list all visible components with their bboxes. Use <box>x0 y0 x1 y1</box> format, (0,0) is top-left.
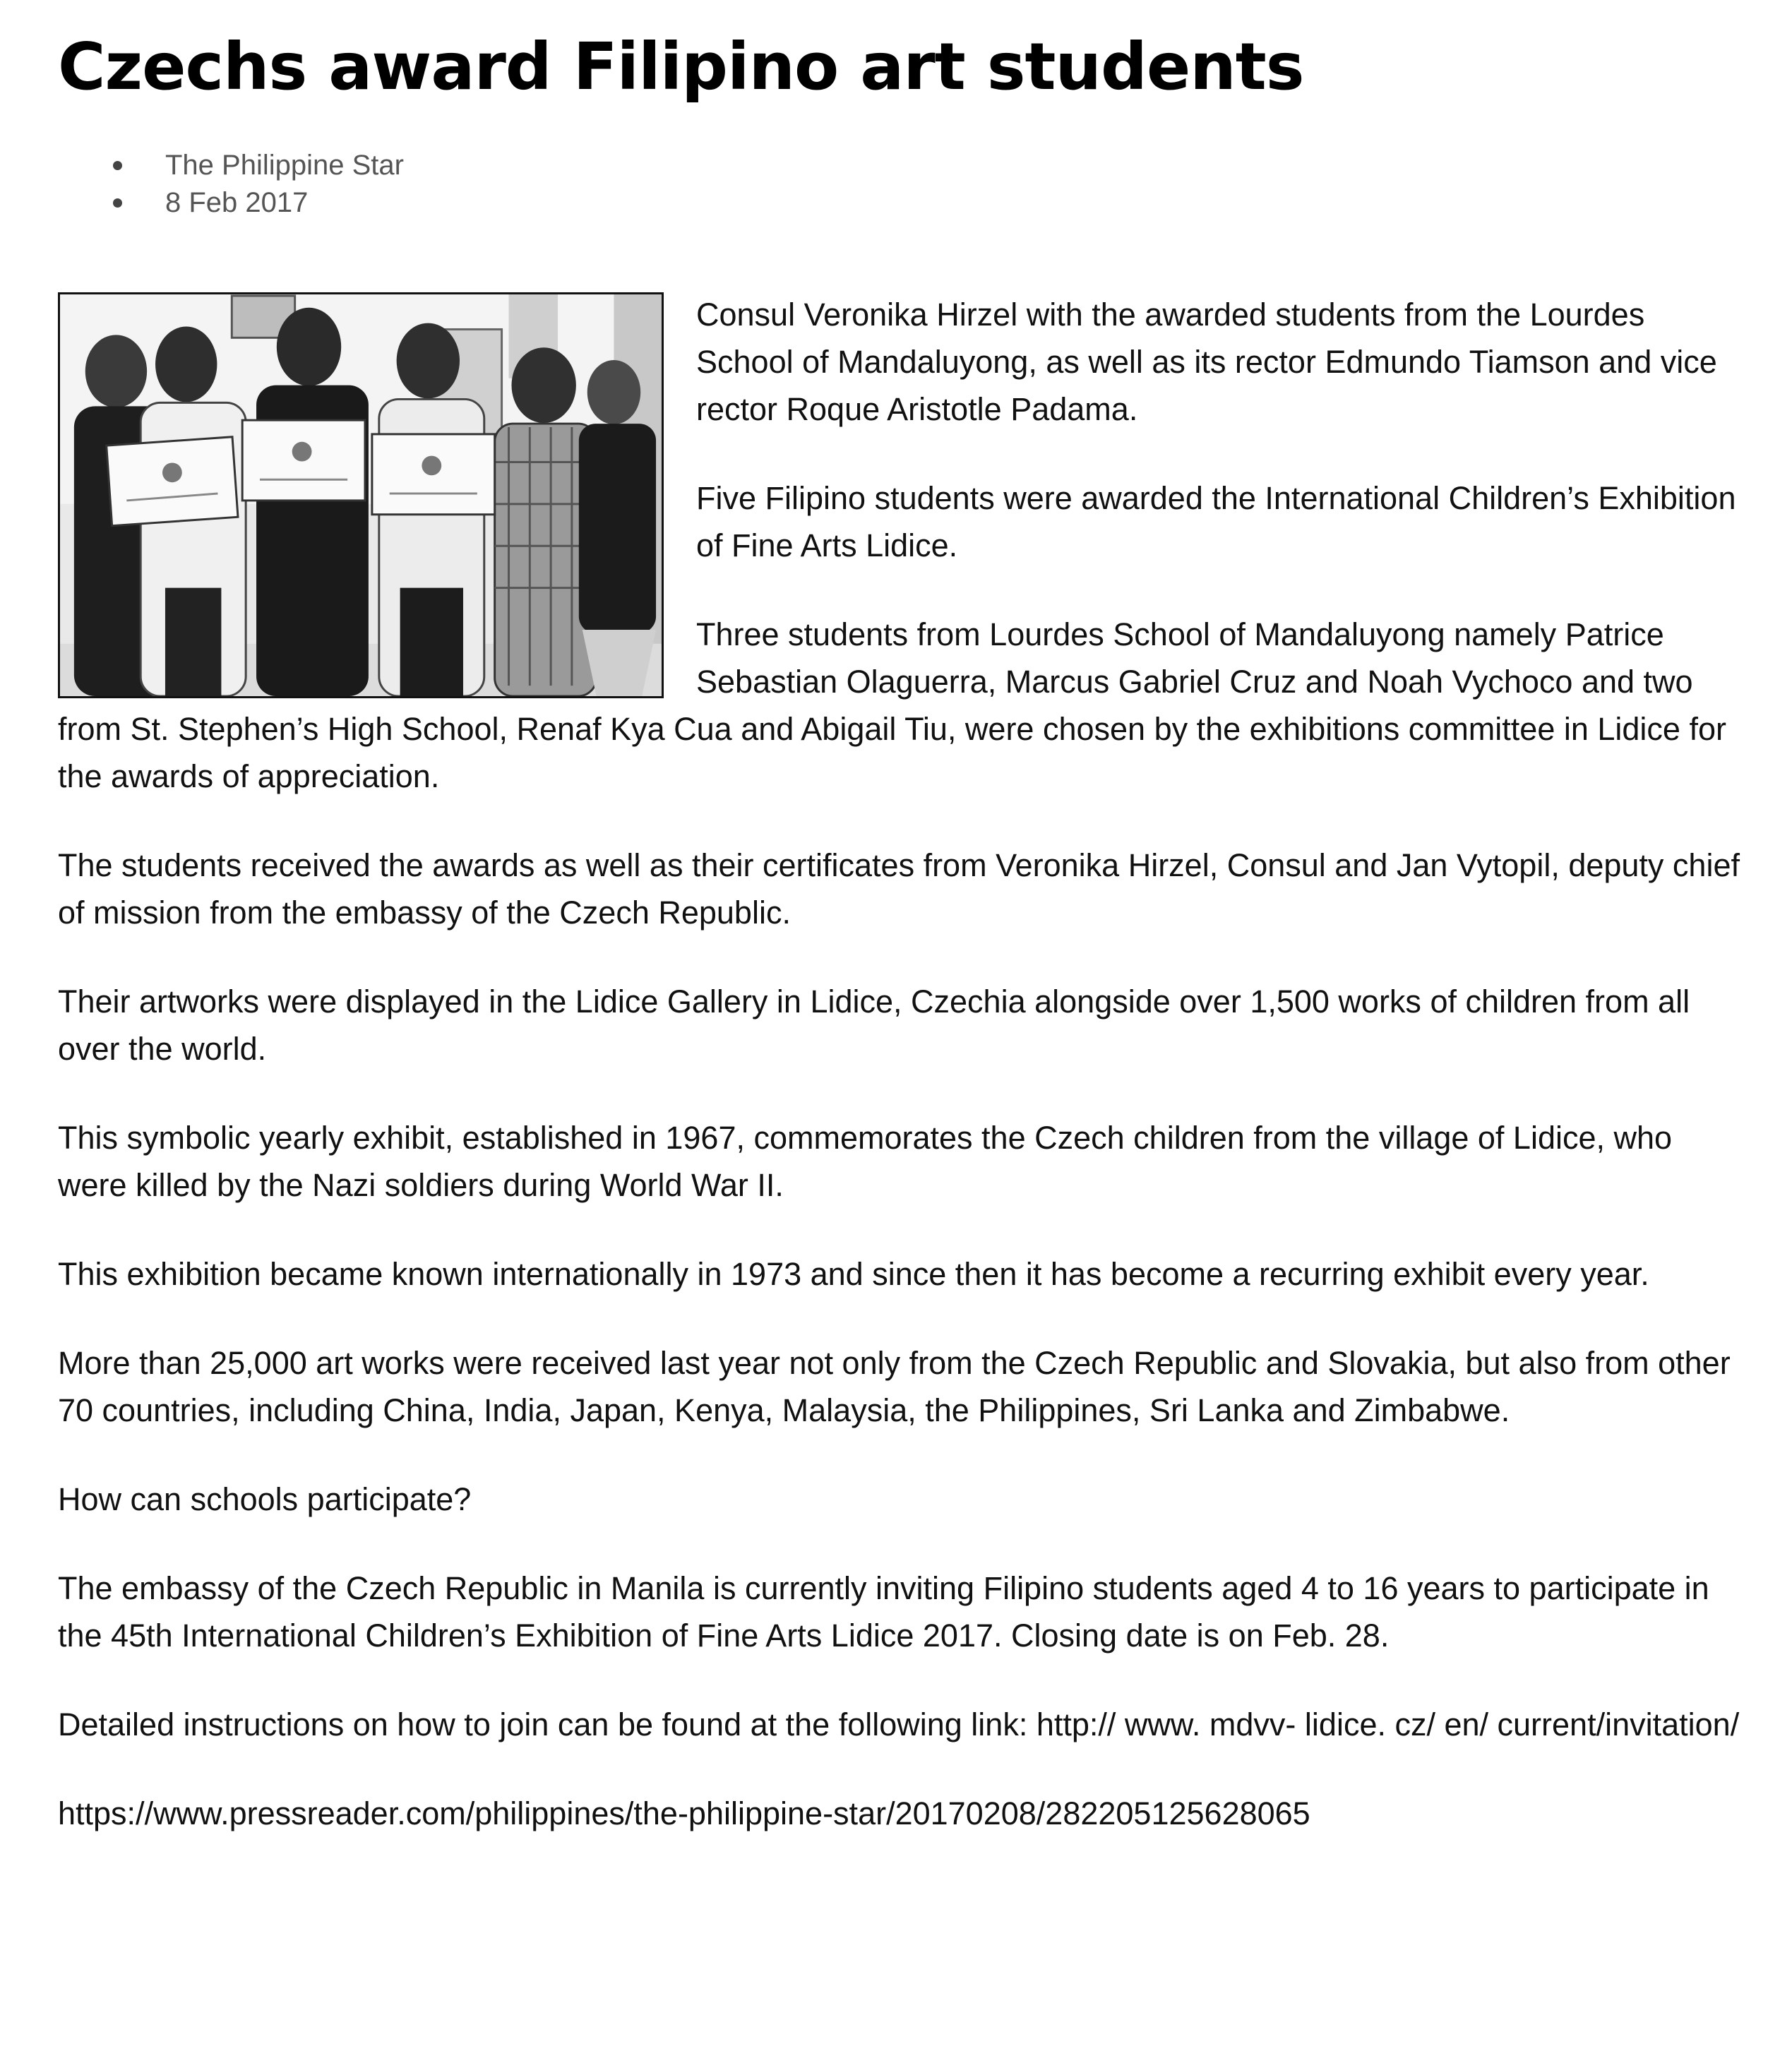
article-paragraph: The embassy of the Czech Republic in Manila is currently inviting Filipino students aged 4 to 16 years to participate in the 45th International Children’s Exhibition of Fine Arts Lidice 2017. Closing date is on Feb. 28. <box>58 1570 1709 1654</box>
article-meta-list <box>58 147 1745 222</box>
meta-source <box>113 147 1745 184</box>
article-page <box>58 28 1745 1879</box>
bullet-icon <box>113 161 122 170</box>
bullet-icon <box>113 198 122 208</box>
meta-source-text: The Philippine Star <box>165 150 404 181</box>
meta-date-text: 8 Feb 2017 <box>165 187 309 218</box>
caption-paragraph: Consul Veronika Hirzel with the awarded students from the Lourdes School of Mandaluyong, as well as its rector Edmundo Tiamson and vice rector Roque Aristotle Padama. <box>696 297 1717 427</box>
article-paragraph: This symbolic yearly exhibit, established in 1967, commemorates the Czech children from the village of Lidice, who were killed by the Nazi soldiers during World War II. <box>58 1120 1673 1203</box>
photo-students-with-certificates-icon <box>60 294 662 696</box>
article-paragraph: Their artworks were displayed in the Lidice Gallery in Lidice, Czechia alongside over 1,500 works of children from all over the world. <box>58 983 1690 1067</box>
article-paragraph: This exhibition became known internationally in 1973 and since then it has become a recurring exhibit every year. <box>58 1256 1649 1292</box>
article-photo <box>58 292 664 698</box>
article-paragraph: Three students from Lourdes School of Mandaluyong namely Patrice Sebastian Olaguerra, Marcus Gabriel Cruz and Noah Vychoco and two from St. Stephen’s High School, Renaf Kya Cua and Abigail Tiu, were chosen by the exhibitions committee in Lidice for the awards of appreciation. <box>58 616 1726 794</box>
section-question: How can schools participate? <box>58 1481 472 1517</box>
instructions-link-paragraph: Detailed instructions on how to join can be found at the following link: http:// www. mdvv- lidice. cz/ en/ current/invitation/ <box>58 1706 1740 1742</box>
meta-date <box>113 184 1745 222</box>
article-paragraph: Five Filipino students were awarded the International Children’s Exhibition of Fine Arts Lidice. <box>696 480 1736 563</box>
article-title: Czechs award Filipino art students <box>58 29 1304 104</box>
article-paragraph: The students received the awards as well as their certificates from Veronika Hirzel, Consul and Jan Vytopil, deputy chief of mission from the embassy of the Czech Republic. <box>58 847 1740 931</box>
article-body <box>58 291 1745 1837</box>
article-paragraph: More than 25,000 art works were received last year not only from the Czech Republic and Slovakia, but also from other 70 countries, including China, India, Japan, Kenya, Malaysia, the Philippines, Sri Lanka and Zimbabwe. <box>58 1345 1731 1428</box>
source-url[interactable]: https://www.pressreader.com/philippines/the-philippine-star/20170208/282205125628065 <box>58 1795 1310 1831</box>
